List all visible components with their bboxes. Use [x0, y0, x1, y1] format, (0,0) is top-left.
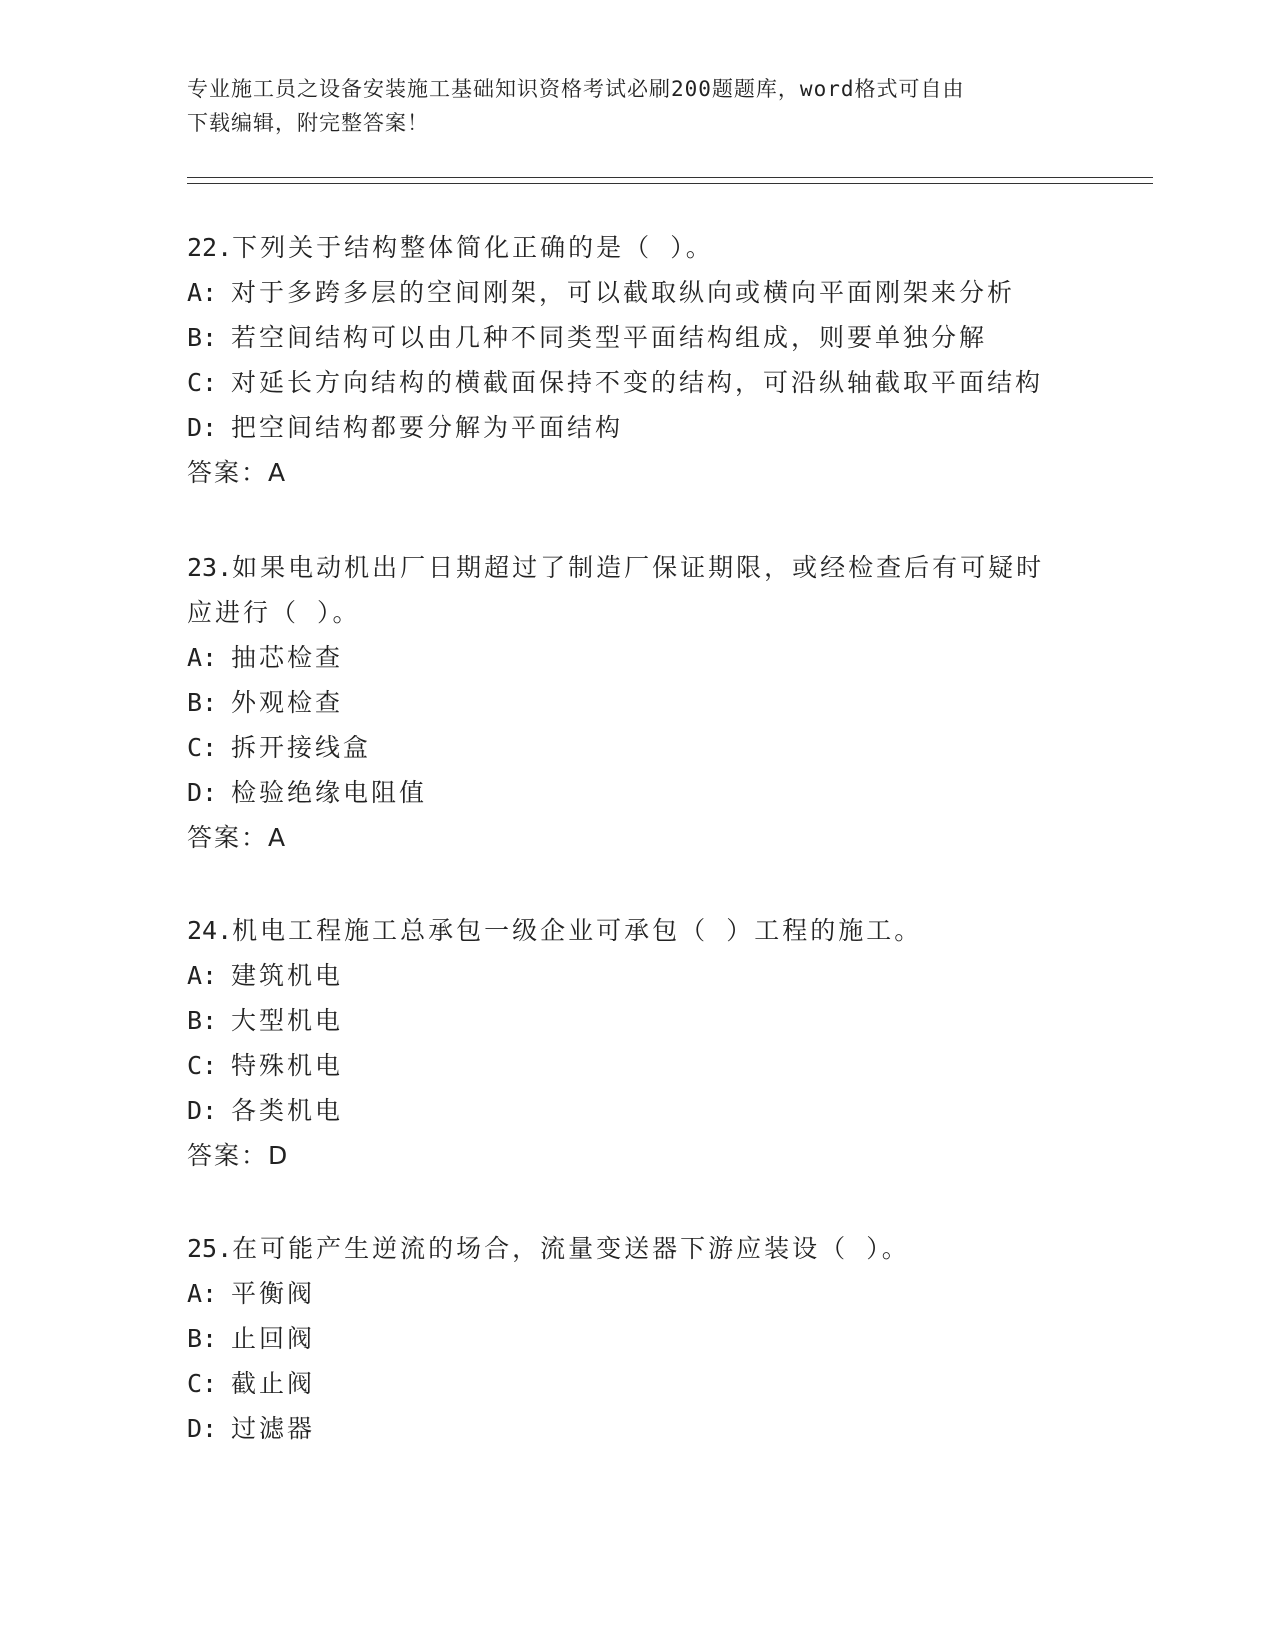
option-text: 止回阀 — [231, 1324, 316, 1353]
option-text: 对延长方向结构的横截面保持不变的结构，可沿纵轴截取平面结构 — [231, 368, 1044, 397]
option-key: A: — [187, 1279, 218, 1308]
option-b — [187, 315, 1087, 360]
option-text: 各类机电 — [231, 1096, 344, 1125]
option-d — [187, 1088, 1087, 1133]
option-text: 特殊机电 — [231, 1051, 344, 1080]
option-key: D: — [187, 1096, 218, 1125]
document-header — [187, 72, 1067, 140]
option-text: 截止阀 — [231, 1369, 316, 1398]
option-text: 若空间结构可以由几种不同类型平面结构组成，则要单独分解 — [231, 323, 988, 352]
question-stem-line-2: 应进行（ ）。 — [187, 598, 361, 627]
question-stem — [187, 908, 1087, 953]
option-key: C: — [187, 733, 218, 762]
option-text: 建筑机电 — [231, 961, 344, 990]
option-key: D: — [187, 413, 218, 442]
answer-line: 答案：A — [187, 823, 288, 852]
question-25 — [187, 1226, 1087, 1451]
option-d — [187, 770, 1087, 815]
header-divider — [187, 177, 1153, 184]
option-key: C: — [187, 368, 218, 397]
option-text: 对于多跨多层的空间刚架，可以截取纵向或横向平面刚架来分析 — [231, 278, 1016, 307]
question-number: 22. — [187, 233, 233, 262]
option-text: 外观检查 — [231, 688, 344, 717]
question-stem-line-1: 在可能产生逆流的场合，流量变送器下游应装设（ ）。 — [232, 1234, 910, 1263]
answer-line: 答案：A — [187, 458, 288, 487]
option-d — [187, 405, 1087, 450]
option-b — [187, 680, 1087, 725]
question-stem — [187, 545, 1087, 590]
option-key: B: — [187, 688, 218, 717]
option-d — [187, 1406, 1087, 1451]
question-stem-line-1: 下列关于结构整体简化正确的是（ ）。 — [232, 233, 714, 262]
option-c — [187, 1043, 1087, 1088]
answer-line: 答案：D — [187, 1141, 290, 1170]
option-key: C: — [187, 1369, 218, 1398]
option-text: 过滤器 — [231, 1414, 316, 1443]
option-c — [187, 1361, 1087, 1406]
header-line-1: 专业施工员之设备安装施工基础知识资格考试必刷200题题库，word格式可自由 — [187, 77, 965, 101]
option-key: A: — [187, 278, 218, 307]
option-a — [187, 1271, 1087, 1316]
option-key: A: — [187, 643, 218, 672]
option-key: D: — [187, 778, 218, 807]
option-text: 把空间结构都要分解为平面结构 — [231, 413, 624, 442]
option-key: A: — [187, 961, 218, 990]
option-key: B: — [187, 1006, 218, 1035]
question-number: 23. — [187, 553, 233, 582]
option-text: 平衡阀 — [231, 1279, 316, 1308]
question-stem — [187, 1226, 1087, 1271]
option-a — [187, 953, 1087, 998]
question-stem-line-1: 如果电动机出厂日期超过了制造厂保证期限，或经检查后有可疑时 — [232, 553, 1045, 582]
option-text: 检验绝缘电阻值 — [231, 778, 428, 807]
option-key: D: — [187, 1414, 218, 1443]
option-a — [187, 635, 1087, 680]
question-stem-line-1: 机电工程施工总承包一级企业可承包（ ）工程的施工。 — [232, 916, 923, 945]
question-22 — [187, 225, 1087, 495]
option-key: C: — [187, 1051, 218, 1080]
option-text: 大型机电 — [231, 1006, 344, 1035]
option-key: B: — [187, 323, 218, 352]
option-text: 抽芯检查 — [231, 643, 344, 672]
question-number: 24. — [187, 916, 233, 945]
option-a — [187, 270, 1087, 315]
header-line-2: 下载编辑，附完整答案！ — [187, 111, 429, 135]
question-stem — [187, 225, 1087, 270]
question-23 — [187, 545, 1087, 860]
option-c — [187, 360, 1087, 405]
question-24 — [187, 908, 1087, 1178]
option-key: B: — [187, 1324, 218, 1353]
question-number: 25. — [187, 1234, 233, 1263]
option-text: 拆开接线盒 — [231, 733, 372, 762]
option-c — [187, 725, 1087, 770]
option-b — [187, 998, 1087, 1043]
option-b — [187, 1316, 1087, 1361]
